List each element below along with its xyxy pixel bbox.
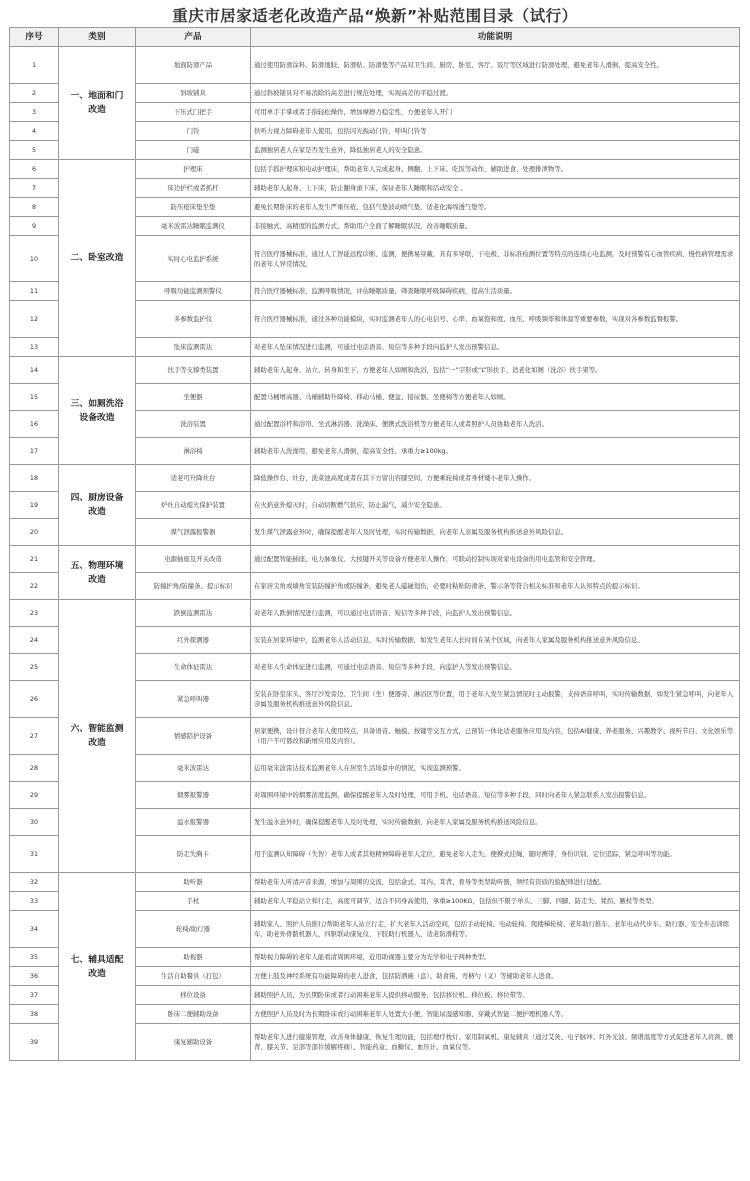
product-cell: 毫米波雷达 <box>136 755 251 782</box>
description-cell: 辅助老年人平稳站立和行走，高度可调节，适合不同身高使用，承重≥100KG，包括但不限于单头、三脚、四脚、防走失、凳拐、腋杖等类型。 <box>251 892 740 911</box>
row-number: 4 <box>10 122 59 141</box>
description-cell: 居家便携，设计符合老年人使用特点，具备语音、触摸、按键等交互方式，已预装一体化适老服务应用及内容，包括AI健康、养老服务、兴趣教学、视听节目、文化娱乐等（用户不可篡改和新增应用及内容）。 <box>251 718 740 755</box>
description-cell: 帮助老年人听清声音来源，增加与周围的交流，包括盒式、耳内、耳背、骨导等类型助听器，须经有资质的验配师进行适配。 <box>251 873 740 892</box>
description-cell: 监测独居老人在家是否发生意外，降低独居老人的安全隐患。 <box>251 141 740 160</box>
row-number: 31 <box>10 836 59 873</box>
row-number: 22 <box>10 573 59 600</box>
product-cell: 床边护栏或者抓杆 <box>136 179 251 198</box>
product-cell: 防撞护角/防撞条、提示标识 <box>136 573 251 600</box>
row-number: 39 <box>10 1024 59 1061</box>
product-cell: 门铃 <box>136 122 251 141</box>
product-cell: 扶手等支撑类装置 <box>136 357 251 384</box>
description-cell: 可用单手手掌或者手指轻松操作，增加摩擦力稳定性，方便老年人开门 <box>251 103 740 122</box>
description-cell: 符合医疗器械标准，通过各种功能模块，实时监测老年人的心电信号、心率、血氧饱和度、血压、呼吸频率和体温等重要参数，实现对各参数监督报警。 <box>251 301 740 338</box>
description-cell: 发生煤气泄露意外时，确保提醒老年人及时处理，实时传输数据，向老年人亲属及服务机构推送意外风险信息。 <box>251 519 740 546</box>
row-number: 11 <box>10 282 59 301</box>
table-row <box>10 47 740 84</box>
product-cell: 淋浴椅 <box>136 438 251 465</box>
product-cell: 红外探测器 <box>136 627 251 654</box>
description-cell: 非接触式、高精度的监测方式，帮助用户全面了解睡眠状况，改善睡眠质量。 <box>251 217 740 236</box>
product-cell: 斜坡铺具 <box>136 84 251 103</box>
category-cell: 二、卧室改造 <box>59 160 136 357</box>
description-cell: 通过使用防滑涂料、防滑地胶、防滑贴、防滑垫等产品对卫生间、厨房、卧室、客厅、饭厅等区域进行防滑处理，避免老年人滑倒，提高安全性。 <box>251 47 740 84</box>
row-number: 18 <box>10 465 59 492</box>
row-number: 38 <box>10 1005 59 1024</box>
description-cell: 安装在卧室床头、客厅沙发旁边、卫生间（坐）便器旁、淋浴区等位置，用于老年人发生紧急情况时主动报警，支持语音呼叫，实时传输数据，如发生紧急呼叫，向老年人亲属及服务机构推送意外风险信息。 <box>251 681 740 718</box>
header-category: 类别 <box>59 28 136 47</box>
description-cell: 符合医疗器械标准，监测呼吸情况，评估睡眠质量，筛查睡眠呼吸障碍疾病，提高生活质量。 <box>251 282 740 301</box>
product-cell: 护理床 <box>136 160 251 179</box>
product-cell: 门磁 <box>136 141 251 160</box>
description-cell: 安装在居家环境中，监测老年人活动信息，实时传输数据，如发生老年人长时间在某个区域，向老年人家属及服务机构推送意外风险信息。 <box>251 627 740 654</box>
product-cell: 防压疮床垫坐垫 <box>136 198 251 217</box>
header-desc: 功能说明 <box>251 28 740 47</box>
row-number: 27 <box>10 718 59 755</box>
description-cell: 辅助老年人起身、站立、转身和坐下，方便老年人如厕和洗浴，包括“一”字形或“L”形扶手、适老化如厕（洗浴）扶手架等。 <box>251 357 740 384</box>
description-cell: 供听力视力障碍老年人使用，包括闪光振动门铃、呼叫门铃等 <box>251 122 740 141</box>
description-cell: 包括手摇护理床和电动护理床，帮助老年人完成起身、侧翻、上下床、吃饭等动作，辅助进食、处理排泄物等。 <box>251 160 740 179</box>
table-row <box>10 465 740 492</box>
description-cell: 配置马桶增高器、马桶辅助升降椅、移动马桶、便盆、接尿器、坐便椅等方便老年人如厕。 <box>251 384 740 411</box>
product-cell: 手杖 <box>136 892 251 911</box>
description-cell: 辅助照护人员，为长期卧床或者行动困难老年人提供移动服务，包括移位机、移位板、移位带等。 <box>251 986 740 1005</box>
row-number: 35 <box>10 948 59 967</box>
description-cell: 对老年人生命体征进行监测，可通过电话语音、短信等多种手段，向监护人等发出预警信息。 <box>251 654 740 681</box>
header-no: 序号 <box>10 28 59 47</box>
row-number: 23 <box>10 600 59 627</box>
row-number: 2 <box>10 84 59 103</box>
row-number: 17 <box>10 438 59 465</box>
product-cell: 地面防滑产品 <box>136 47 251 84</box>
product-cell: 防走失胸卡 <box>136 836 251 873</box>
product-cell: 实时心电监护系统 <box>136 236 251 282</box>
row-number: 21 <box>10 546 59 573</box>
product-cell: 毫米波雷达睡眠监测仪 <box>136 217 251 236</box>
description-cell: 在家居尖角或墙角安装防撞护角或防撞条，避免老人磕碰划伤，必要时粘贴防滑条、警示条等符合相关标准和老年人认知特点的提示标识。 <box>251 573 740 600</box>
row-number: 33 <box>10 892 59 911</box>
row-number: 25 <box>10 654 59 681</box>
product-cell: 下压式门把手 <box>136 103 251 122</box>
description-cell: 对周围环境中的烟雾浓度监测，确保提醒老年人及时处理，可用手机、电话语音、短信等多种手段，同时向老年人紧急联系人发出报警信息。 <box>251 782 740 809</box>
row-number: 28 <box>10 755 59 782</box>
product-cell: 轮椅/助行器 <box>136 911 251 948</box>
table-header-row <box>10 28 740 47</box>
description-cell: 辅助老年人起身、上下床，防止翻身滚下床，保证老年人睡眠和活动安全 。 <box>251 179 740 198</box>
product-cell: 卧床二便辅助设备 <box>136 1005 251 1024</box>
row-number: 30 <box>10 809 59 836</box>
description-cell: 帮助老年人进行健康管理，改善身体健康，恢复生理功能，包括理疗枕灯、家用制氧机、康复辅具（通过艾灸、电子脉冲、红外光波、频谱温度等方式促进老年人肩颈、腰背、膝关节、足部等部位缓解疼痛）、智能药盒、血糖仪、血压计、血氧仪等。 <box>251 1024 740 1061</box>
description-cell: 辅助家人、照护人员推行/帮助老年人站立行走，扩大老年人活动空间，包括手动轮椅、电动轮椅、爬楼梯轮椅、老年助行推车、老年电动代步车、助行器、安全步态训练车、助老外骨骼机器人、四驱联动康复仪、下肢助行机器人、适老防滑鞋等。 <box>251 911 740 948</box>
row-number: 10 <box>10 236 59 282</box>
row-number: 3 <box>10 103 59 122</box>
description-cell: 方便上肢及神经系统有功能障碍的老人进食，包括防洒碗（盘）、助食筷、弯柄勺（叉）等辅助老年人进食。 <box>251 967 740 986</box>
row-number: 24 <box>10 627 59 654</box>
description-cell: 方便照护人员及时为长期卧床或行动困难老年人处置大小便，智能尿湿感知器、穿戴式智能二便护理机器人等。 <box>251 1005 740 1024</box>
product-cell: 移位设备 <box>136 986 251 1005</box>
product-cell: 跌倒监测雷达 <box>136 600 251 627</box>
description-cell: 通过斜坡铺具对不易消除的高差进行规范处理，实现高差的平稳过渡。 <box>251 84 740 103</box>
description-cell: 在火焰意外熄灭时，自动切断燃气供应，防止漏气，减少安全隐患。 <box>251 492 740 519</box>
row-number: 6 <box>10 160 59 179</box>
product-cell: 烟雾报警器 <box>136 782 251 809</box>
product-cell: 助视器 <box>136 948 251 967</box>
table-row <box>10 546 740 573</box>
category-cell: 六、智能监测改造 <box>59 600 136 873</box>
table-row <box>10 600 740 627</box>
product-cell: 生命体征雷达 <box>136 654 251 681</box>
row-number: 1 <box>10 47 59 84</box>
product-cell: 康复辅助设备 <box>136 1024 251 1061</box>
row-number: 7 <box>10 179 59 198</box>
description-cell: 符合医疗器械标准，通过人工智能远程诊断、监测，便携易穿戴，具有多导联、干电极、非标准检测位置等特点的连续心电监测，及时预警有心血管疾病、慢性病管理需求的老年人异常情况。 <box>251 236 740 282</box>
product-cell: 坐便器 <box>136 384 251 411</box>
table-row <box>10 873 740 892</box>
product-cell: 坠床监测雷达 <box>136 338 251 357</box>
product-cell: 炉灶自动熄火保护装置 <box>136 492 251 519</box>
description-cell: 避免长期卧床的老年人发生严重压疮，包括气垫波动喷气垫、适老化海绵透气垫等。 <box>251 198 740 217</box>
row-number: 37 <box>10 986 59 1005</box>
subsidy-catalog-table <box>9 27 740 1061</box>
description-cell: 通过配置浴杆和浴帘、坐式淋浴器、洗澡床、便携式洗浴机等方便老年人或者照护人员协助老年人洗浴。 <box>251 411 740 438</box>
row-number: 26 <box>10 681 59 718</box>
row-number: 16 <box>10 411 59 438</box>
description-cell: 帮助视力障碍的老年人能看清周围环境，近用助视器主要分为光学和电子两种类型。 <box>251 948 740 967</box>
row-number: 34 <box>10 911 59 948</box>
product-cell: 电源插座及开关改造 <box>136 546 251 573</box>
row-number: 8 <box>10 198 59 217</box>
product-cell: 煤气泄露报警器 <box>136 519 251 546</box>
table-row <box>10 160 740 179</box>
row-number: 32 <box>10 873 59 892</box>
row-number: 9 <box>10 217 59 236</box>
table-row <box>10 357 740 384</box>
row-number: 15 <box>10 384 59 411</box>
category-cell: 一、地面和门改造 <box>59 47 136 160</box>
product-cell: 洗浴装置 <box>136 411 251 438</box>
row-number: 12 <box>10 301 59 338</box>
product-cell: 适老可升降灶台 <box>136 465 251 492</box>
description-cell: 对老年人跌倒情况进行监测，可以通过电话语音、短信等多种手段，向监护人发出预警信息。 <box>251 600 740 627</box>
category-cell: 五、物理环境改造 <box>59 546 136 600</box>
description-cell: 降低操作台、灶台、洗菜池高度或者在其下方留出容膝空间，方便乘轮椅或者身材矮小老年人操作。 <box>251 465 740 492</box>
description-cell: 辅助老年人洗澡用，避免老年人滑倒，提高安全性，承重力≥100kg。 <box>251 438 740 465</box>
row-number: 20 <box>10 519 59 546</box>
description-cell: 对老年人坠床情况进行监测，可通过电话语音、短信等多种手段向监护人发出预警信息。 <box>251 338 740 357</box>
description-cell: 用于监测认知障碍（失智）老年人或者其他精神障碍老年人定位，避免老年人走失，便携式挂绳，随时携带，身份识别、定位追踪、紧急呼叫等功能。 <box>251 836 740 873</box>
product-cell: 情感陪护设备 <box>136 718 251 755</box>
row-number: 13 <box>10 338 59 357</box>
product-cell: 溢水报警器 <box>136 809 251 836</box>
row-number: 14 <box>10 357 59 384</box>
product-cell: 生活自助餐具（打包） <box>136 967 251 986</box>
description-cell: 运用毫米波雷达技术监测老年人在居室生活场景中的情况，实现监测预警。 <box>251 755 740 782</box>
table-body <box>10 47 740 1061</box>
row-number: 29 <box>10 782 59 809</box>
product-cell: 多参数监护仪 <box>136 301 251 338</box>
category-cell: 七、辅具适配改造 <box>59 873 136 1061</box>
product-cell: 呼吸功能监测预警仪 <box>136 282 251 301</box>
header-product: 产品 <box>136 28 251 47</box>
category-cell: 三、如厕洗浴设备改造 <box>59 357 136 465</box>
product-cell: 助听器 <box>136 873 251 892</box>
row-number: 36 <box>10 967 59 986</box>
product-cell: 紧急呼叫器 <box>136 681 251 718</box>
description-cell: 发生溢水意外时，确保提醒老年人及时处理，实时传输数据，向老年人家属及服务机构推送风险信息。 <box>251 809 740 836</box>
row-number: 19 <box>10 492 59 519</box>
page-title: 重庆市居家适老化改造产品“焕新”补贴范围目录（试行） <box>172 7 578 25</box>
row-number: 5 <box>10 141 59 160</box>
description-cell: 通过配置智能插座、电力脉象仪、大按键开关等设备方便老年人操作，可联动控制实现对家电设备的用电监管和安全管理。 <box>251 546 740 573</box>
category-cell: 四、厨房设备改造 <box>59 465 136 546</box>
